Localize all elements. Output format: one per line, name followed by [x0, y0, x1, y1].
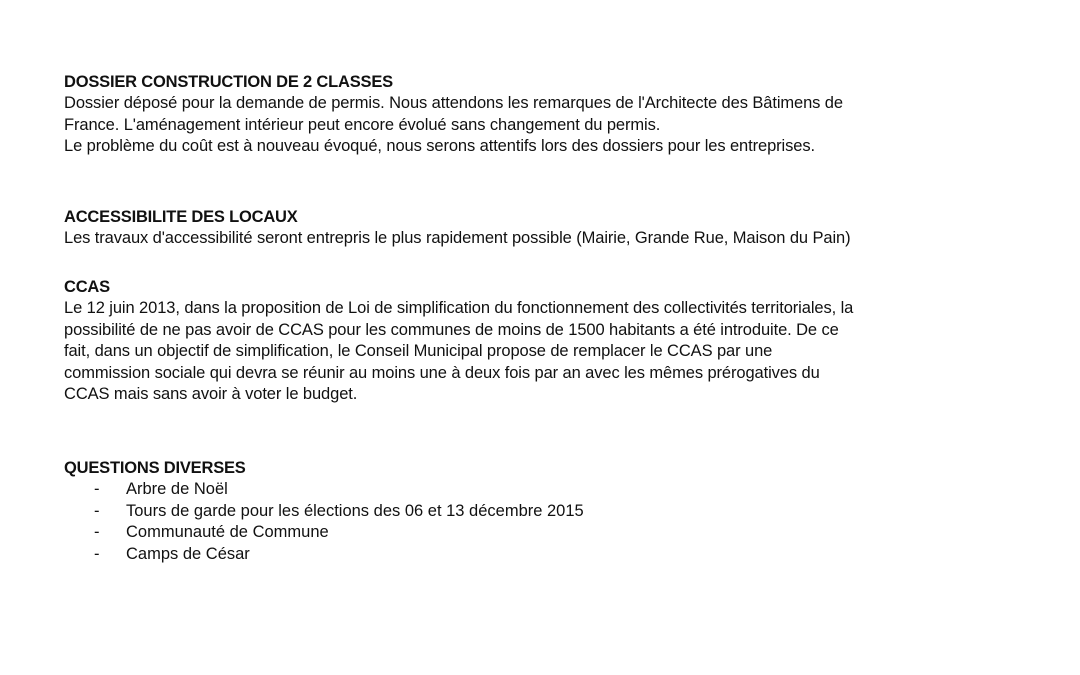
- paragraph-line: commission sociale qui devra se réunir au moins une à deux fois par an avec les mêmes prérogatives du: [64, 363, 820, 382]
- list-item: [64, 501, 1024, 523]
- paragraph-line: Le problème du coût est à nouveau évoqué, nous serons attentifs lors des dossiers pour les entreprises.: [64, 137, 815, 155]
- section-ccas: [64, 276, 1024, 406]
- dash-bullet: -: [94, 523, 100, 541]
- paragraph-line: France. L'aménagement intérieur peut encore évolué sans changement du permis.: [64, 115, 661, 134]
- list-item-text: Communauté de Commune: [126, 523, 329, 541]
- section-questions-diverses: [64, 457, 1024, 565]
- paragraph-line: Dossier déposé pour la demande de permis. Nous attendons les remarques de l'Architecte des Bâtimens de: [64, 94, 843, 112]
- paragraph-line: Les travaux d'accessibilité seront entrepris le plus rapidement possible (Mairie, Grande Rue, Maison du Pain): [64, 229, 851, 247]
- section-dossier-construction: [64, 71, 1024, 158]
- dash-bullet: -: [94, 480, 100, 498]
- list-item-text: Tours de garde pour les élections des 06 et 13 décembre 2015: [126, 501, 584, 520]
- list-item: [64, 522, 1024, 544]
- section-heading: CCAS: [64, 278, 110, 296]
- paragraph-line: possibilité de ne pas avoir de CCAS pour les communes de moins de 1500 habitants a été introduite. De ce: [64, 320, 839, 339]
- questions-list: [64, 479, 1024, 565]
- dash-bullet: -: [94, 544, 100, 563]
- paragraph-line: Le 12 juin 2013, dans la proposition de Loi de simplification du fonctionnement des collectivités territoriales, la: [64, 299, 854, 317]
- section-accessibilite: [64, 206, 1024, 250]
- dash-bullet: -: [94, 501, 100, 520]
- section-heading: QUESTIONS DIVERSES: [64, 459, 246, 477]
- list-item-text: Arbre de Noël: [126, 480, 228, 498]
- list-item-text: Camps de César: [126, 544, 250, 563]
- paragraph-line: CCAS mais sans avoir à voter le budget.: [64, 385, 358, 403]
- section-heading: ACCESSIBILITE DES LOCAUX: [64, 208, 298, 226]
- section-heading: DOSSIER CONSTRUCTION DE 2 CLASSES: [64, 73, 393, 91]
- list-item: [64, 544, 1024, 566]
- paragraph-line: fait, dans un objectif de simplification, le Conseil Municipal propose de remplacer le CCAS par une: [64, 342, 773, 360]
- list-item: [64, 479, 1024, 501]
